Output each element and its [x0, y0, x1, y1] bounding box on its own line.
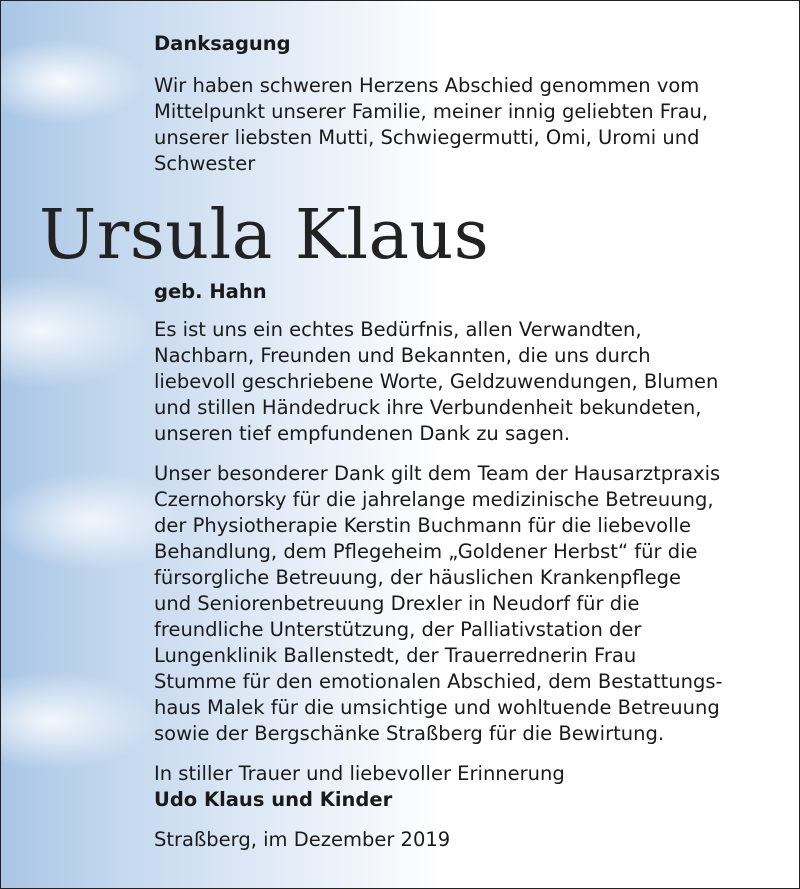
- intro-line: Mittelpunkt unserer Familie, meiner innig geliebten Frau,: [154, 100, 709, 123]
- maiden-name: geb. Hahn: [154, 280, 267, 303]
- thanks-line: und stillen Händedruck ihre Verbundenheit bekundeten,: [154, 396, 702, 419]
- thanks-line: Es ist uns ein echtes Bedürfnis, allen Verwandten,: [154, 318, 642, 341]
- thanks-line: der Physiotherapie Kerstin Buchmann für die liebevolle: [154, 514, 691, 537]
- spacer: [154, 305, 784, 317]
- general-thanks-paragraph: [154, 317, 784, 447]
- signer: Udo Klaus und Kinder: [154, 788, 393, 811]
- name-spacer: [154, 177, 784, 279]
- thanks-line: und Seniorenbetreuung Drexler in Neudorf für die: [154, 592, 640, 615]
- place-date: Straßberg, im Dezember 2019: [154, 828, 451, 851]
- thanks-line: Lungenklinik Ballenstedt, der Trauerrednerin Frau: [154, 644, 637, 667]
- thanks-line: liebevoll geschriebene Worte, Geldzuwendungen, Blumen: [154, 370, 719, 393]
- intro-line: Wir haben schweren Herzens Abschied genommen vom: [154, 74, 700, 97]
- thanks-line: Behandlung, dem Pflegeheim „Goldener Herbst“ für die: [154, 540, 698, 563]
- thanks-line: fürsorgliche Betreuung, der häuslichen Krankenpflege: [154, 566, 681, 589]
- intro-line: unserer liebsten Mutti, Schwiegermutti, Omi, Uromi und: [154, 126, 700, 149]
- spacer: [154, 747, 784, 761]
- notice-content: [154, 31, 784, 853]
- thanks-line: sowie der Bergschänke Straßberg für die Bewirtung.: [154, 722, 665, 745]
- intro-paragraph: [154, 73, 784, 177]
- spacer: [154, 813, 784, 827]
- thanks-line: freundliche Unterstützung, der Palliativstation der: [154, 618, 642, 641]
- special-thanks-paragraph: [154, 461, 784, 747]
- thanks-line: haus Malek für die umsichtige und wohltuende Betreuung: [154, 696, 720, 719]
- notice-heading: Danksagung: [154, 32, 291, 55]
- thanks-line: unseren tief empfundenen Dank zu sagen.: [154, 422, 571, 445]
- deceased-name: Ursula Klaus: [39, 196, 490, 275]
- thanks-line: Unser besonderer Dank gilt dem Team der Hausarztpraxis: [154, 462, 721, 485]
- thanks-line: Nachbarn, Freunden und Bekannten, die uns durch: [154, 344, 651, 367]
- spacer: [154, 447, 784, 461]
- closing-line: In stiller Trauer und liebevoller Erinnerung: [154, 762, 565, 785]
- thanks-line: Czernohorsky für die jahrelange medizinische Betreuung,: [154, 488, 714, 511]
- intro-line: Schwester: [154, 152, 256, 175]
- thanks-line: Stumme für den emotionalen Abschied, dem Bestattungs-: [154, 670, 723, 693]
